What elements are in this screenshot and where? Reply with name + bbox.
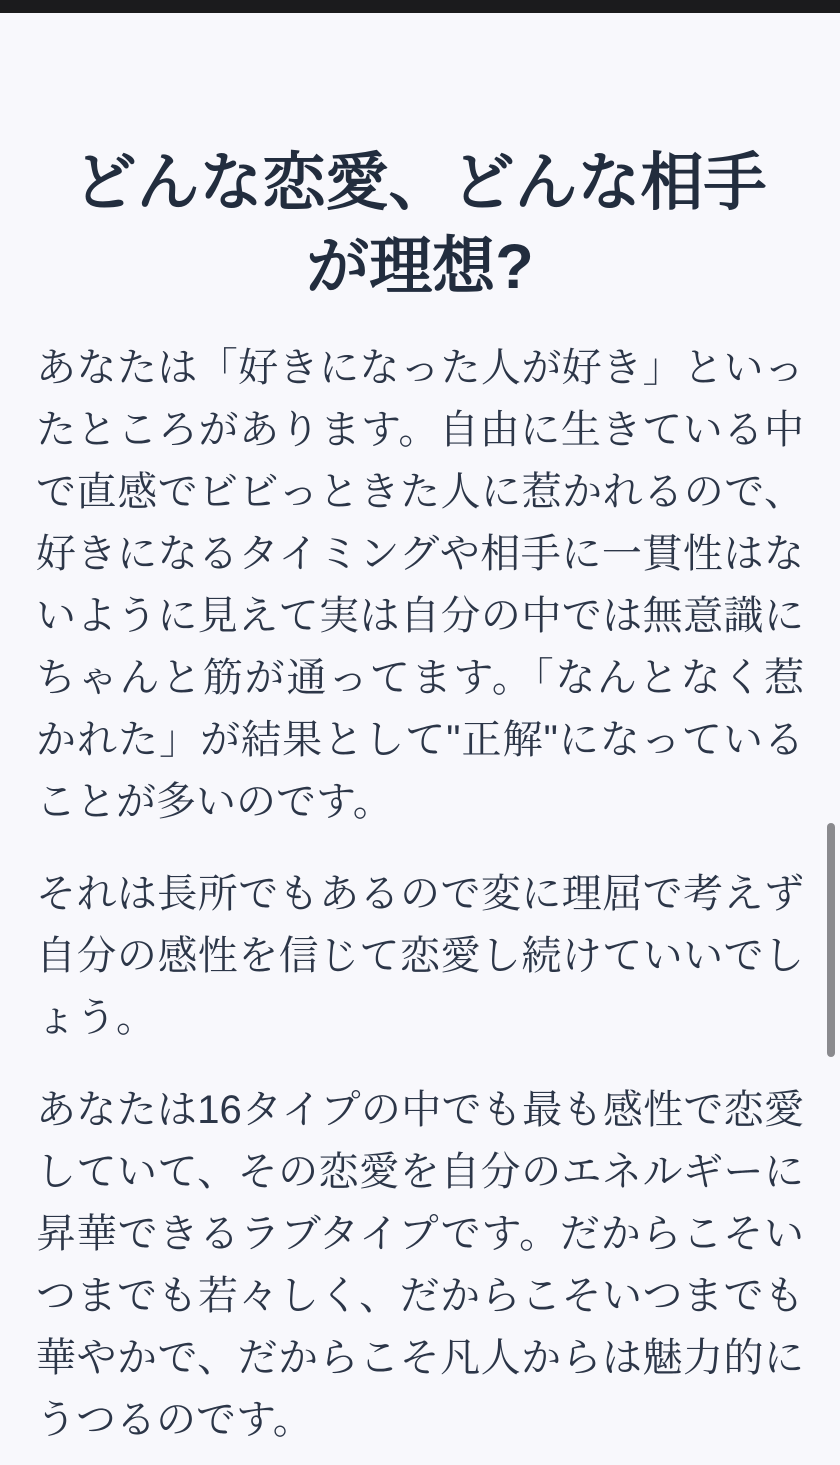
article <box>0 141 840 1451</box>
article-paragraph-2: それは長所でもあるので変に理屈で考えず自分の感性を信じて恋愛し続けていいでしょう。 <box>36 872 804 1040</box>
status-bar <box>0 0 840 13</box>
article-paragraph-3: あなたは16タイプの中でも最も感性で恋愛していて、その恋愛を自分のエネルギーに昇華できるラブタイプです。だからこそいつまでも若々しく、だからこそいつまでも華やかで、だからこそ凡人からは魅力的にうつるのです。 <box>36 1088 804 1442</box>
article-paragraph-1: あなたは「好きになった人が好き」といったところがあります。自由に生きている中で直感でビビっときた人に惹かれるので、好きになるタイミングや相手に一貫性はないように見えて実は自分の中では無意識にちゃんと筋が通ってます。「なんとなく惹かれた」が結果として"正解"になっていることが多いのです。 <box>36 346 804 824</box>
scrollbar-thumb[interactable] <box>827 823 835 1057</box>
page-title: どんな恋愛、どんな相手が理想? <box>73 148 767 302</box>
